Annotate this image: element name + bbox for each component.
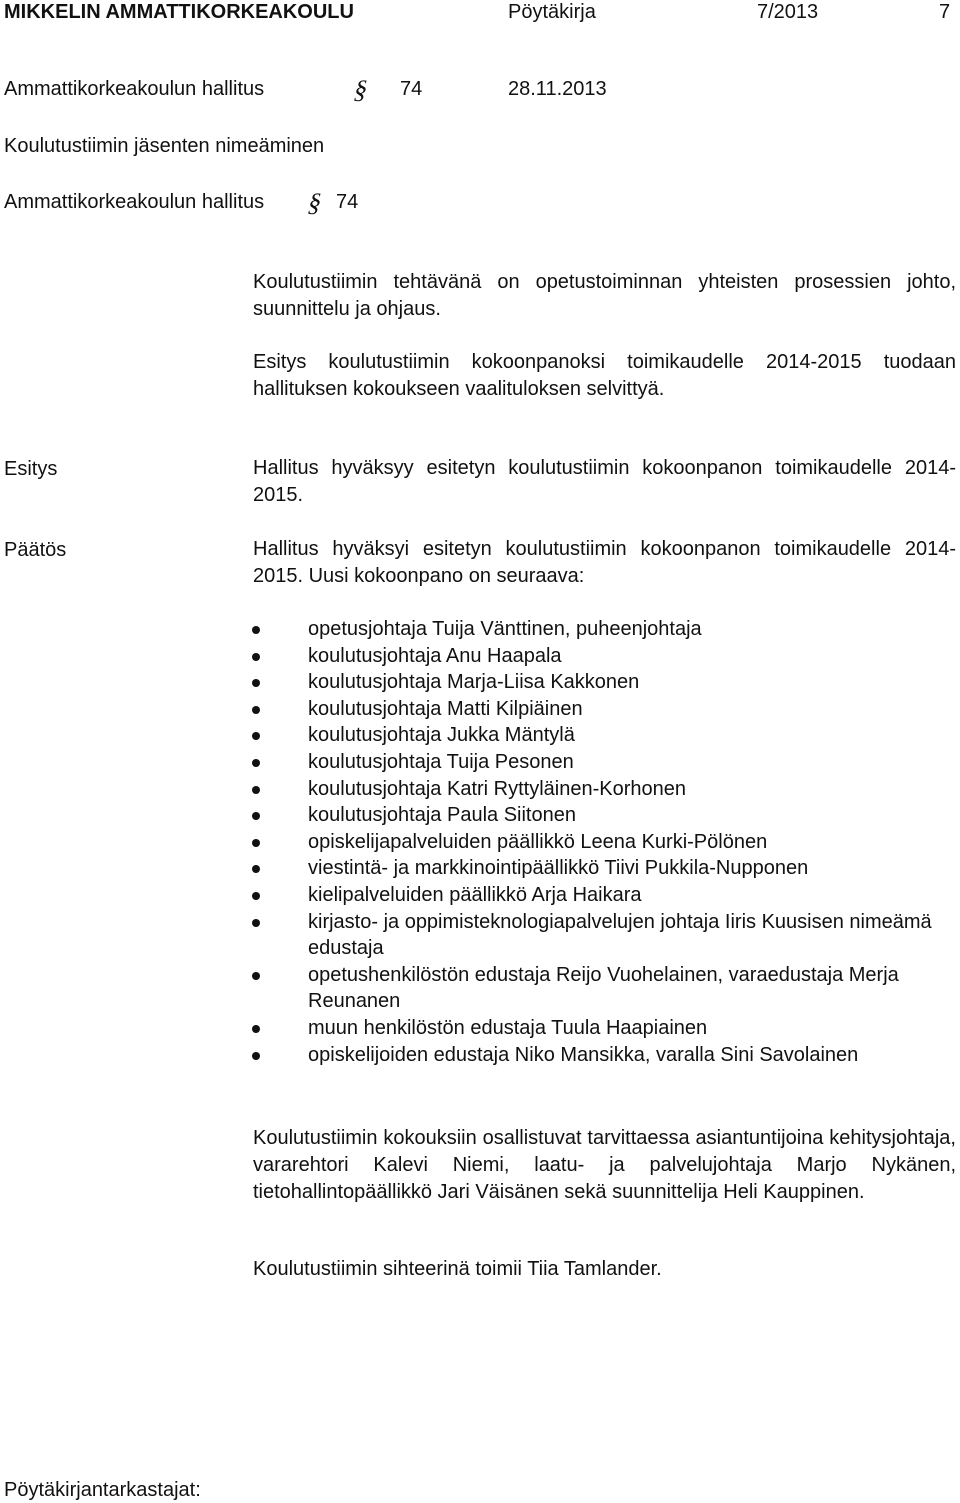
- section-symbol-glyph: §: [351, 74, 372, 104]
- bullet-icon: [252, 706, 260, 714]
- document-number: 7/2013: [757, 1, 819, 23]
- member-text: kielipalveluiden päällikkö Arja Haikara: [308, 883, 642, 906]
- member-text: opetusjohtaja Tuija Vänttinen, puheenjohtaja: [308, 618, 702, 640]
- list-item: [252, 1015, 956, 1042]
- intro-paragraph-2: Esitys koulutustiimin kokoonpanoksi toimikaudelle 2014-2015 tuodaan hallituksen kokoukseen vaalituloksen selvittyä.: [253, 351, 956, 400]
- list-item: [252, 829, 956, 856]
- bullet-icon: [252, 839, 260, 847]
- section-number: 74: [400, 78, 423, 100]
- bullet-icon: [252, 919, 260, 927]
- bullet-icon: [252, 1052, 260, 1060]
- decision-text: Hallitus hyväksyi esitetyn koulutustiimin kokoonpanon toimikaudelle 2014-2015. Uusi kokoonpano on seuraava:: [253, 538, 956, 587]
- document-type: Pöytäkirja: [508, 1, 596, 23]
- bullet-icon: [252, 759, 260, 767]
- member-list: [252, 616, 956, 1068]
- intro-paragraph-1: Koulutustiimin tehtävänä on opetustoiminnan yhteisten prosessien johto, suunnittelu ja ohjaus.: [253, 271, 956, 320]
- list-item: [252, 962, 956, 1015]
- closing-paragraph-1: Koulutustiimin kokouksiin osallistuvat tarvittaessa asiantuntijoina kehitysjohtaja, vararehtori Kalevi Niemi, laatu- ja palvelujohtaja Marjo Nykänen, tietohallintopäällikkö Jari Väisänen sekä suunnittelija Heli Kauppinen.: [253, 1127, 956, 1203]
- list-item: [252, 616, 956, 643]
- list-item: [252, 802, 956, 829]
- bullet-icon: [252, 626, 260, 634]
- reference-body: Ammattikorkeakoulun hallitus: [4, 191, 265, 213]
- section-symbol-icon: [351, 74, 374, 104]
- member-text: kirjasto- ja oppimisteknologiapalvelujen johtaja Iiris Kuusisen nimeämä edustaja: [308, 910, 932, 960]
- bullet-icon: [252, 653, 260, 661]
- member-text: opiskelijoiden edustaja Niko Mansikka, varalla Sini Savolainen: [308, 1043, 859, 1066]
- member-text: koulutusjohtaja Anu Haapala: [308, 644, 562, 667]
- member-text: koulutusjohtaja Marja-Liisa Kakkonen: [308, 671, 640, 694]
- decision-label: Päätös: [4, 539, 67, 561]
- bullet-icon: [252, 1025, 260, 1033]
- bullet-icon: [252, 732, 260, 740]
- bullet-icon: [252, 972, 260, 980]
- member-text: viestintä- ja markkinointipäällikkö Tiivi Pukkila-Nupponen: [308, 857, 809, 880]
- member-text: koulutusjohtaja Jukka Mäntylä: [308, 724, 575, 747]
- list-item: [252, 776, 956, 803]
- governing-body: Ammattikorkeakoulun hallitus: [4, 78, 265, 100]
- member-text: koulutusjohtaja Katri Ryttyläinen-Korhonen: [308, 777, 686, 800]
- bullet-icon: [252, 892, 260, 900]
- list-item: [252, 669, 956, 696]
- proposal-text: Hallitus hyväksyy esitetyn koulutustiimin kokoonpanon toimikaudelle 2014-2015.: [253, 457, 956, 506]
- minutes-checkers-label: Pöytäkirjantarkastajat:: [4, 1479, 201, 1501]
- member-text: koulutusjohtaja Matti Kilpiäinen: [308, 697, 583, 720]
- member-text: muun henkilöstön edustaja Tuula Haapiainen: [308, 1016, 708, 1039]
- bullet-icon: [252, 786, 260, 794]
- organization-name: MIKKELIN AMMATTIKORKEAKOULU: [4, 1, 354, 23]
- bullet-icon: [252, 865, 260, 873]
- bullet-icon: [252, 679, 260, 687]
- list-item: [252, 909, 956, 962]
- list-item: [252, 882, 956, 909]
- reference-section-number: 74: [336, 191, 359, 213]
- list-item: [252, 749, 956, 776]
- meeting-date: 28.11.2013: [508, 78, 607, 100]
- member-text: opiskelijapalveluiden päällikkö Leena Kurki-Pölönen: [308, 830, 768, 853]
- proposal-label: Esitys: [4, 458, 58, 480]
- closing-paragraph-2: Koulutustiimin sihteerinä toimii Tiia Tamlander.: [253, 1258, 662, 1280]
- page-title: Koulutustiimin jäsenten nimeäminen: [4, 135, 325, 157]
- list-item: [252, 643, 956, 670]
- reference-section-symbol-glyph: §: [305, 187, 326, 217]
- list-item: [252, 855, 956, 882]
- list-item: [252, 696, 956, 723]
- page-number: 7: [939, 1, 951, 23]
- member-text: koulutusjohtaja Tuija Pesonen: [308, 750, 574, 773]
- member-text: opetushenkilöstön edustaja Reijo Vuohelainen, varaedustaja Merja Reunanen: [308, 963, 899, 1013]
- reference-section-symbol-icon: [305, 187, 328, 217]
- list-item: [252, 722, 956, 749]
- member-text: koulutusjohtaja Paula Siitonen: [308, 804, 576, 827]
- list-item: [252, 1042, 956, 1069]
- bullet-icon: [252, 812, 260, 820]
